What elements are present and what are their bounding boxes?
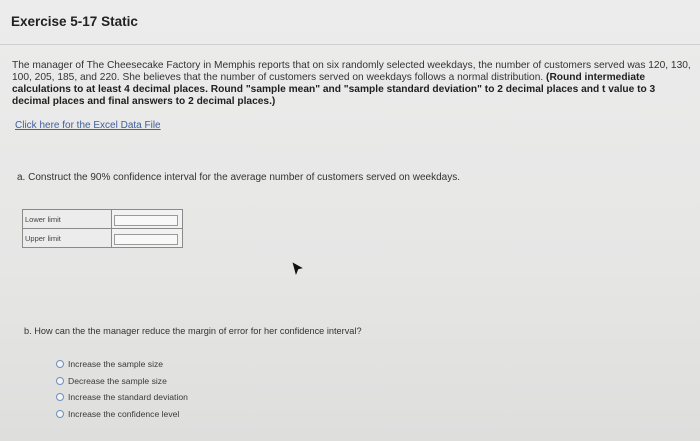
radio-icon[interactable] xyxy=(56,360,64,368)
radio-icon[interactable] xyxy=(56,393,64,401)
option-label: Decrease the sample size xyxy=(68,375,167,386)
part-b-options xyxy=(56,356,188,422)
lower-limit-cell xyxy=(112,210,183,229)
mouse-pointer-icon xyxy=(292,262,304,276)
option-label: Increase the sample size xyxy=(68,359,164,370)
option-decrease-sample-size[interactable] xyxy=(56,373,188,390)
upper-limit-input[interactable] xyxy=(114,234,178,245)
upper-limit-label: Upper limit xyxy=(23,229,112,248)
option-increase-standard-deviation[interactable] xyxy=(56,389,188,406)
problem-statement xyxy=(12,60,692,108)
exercise-title: Exercise 5-17 Static xyxy=(11,14,138,29)
table-row xyxy=(23,229,183,248)
option-increase-confidence-level[interactable] xyxy=(56,406,188,423)
part-a-question: a. Construct the 90% confidence interval for the average number of customers served on weekdays. xyxy=(17,172,461,183)
problem-text: The manager of The Cheesecake Factory in Memphis reports that on six randomly selected weekdays, the number of customers served was 120, 130, 100, 205, 185, and 220. She believes that the number of customers served on weekdays follows a normal distribution. xyxy=(12,60,691,83)
rounding-instructions: (Round intermediate calculations to at least 4 decimal places. Round "sample mean" and "sample standard deviation" to 2 decimal places and t value to 3 decimal places and final answers to 2 decimal places.) xyxy=(12,72,656,107)
option-label: Increase the standard deviation xyxy=(68,392,188,403)
excel-data-link[interactable]: Click here for the Excel Data File xyxy=(15,120,161,131)
header xyxy=(0,0,700,45)
part-b-question: b. How can the the manager reduce the margin of error for her confidence interval? xyxy=(24,326,362,336)
lower-limit-label: Lower limit xyxy=(23,210,112,229)
radio-icon[interactable] xyxy=(56,410,64,418)
confidence-interval-table xyxy=(22,209,183,248)
table-row xyxy=(23,210,183,229)
lower-limit-input[interactable] xyxy=(114,215,178,226)
option-label: Increase the confidence level xyxy=(68,408,180,419)
radio-icon[interactable] xyxy=(56,377,64,385)
upper-limit-cell xyxy=(112,229,183,248)
option-increase-sample-size[interactable] xyxy=(56,356,188,373)
